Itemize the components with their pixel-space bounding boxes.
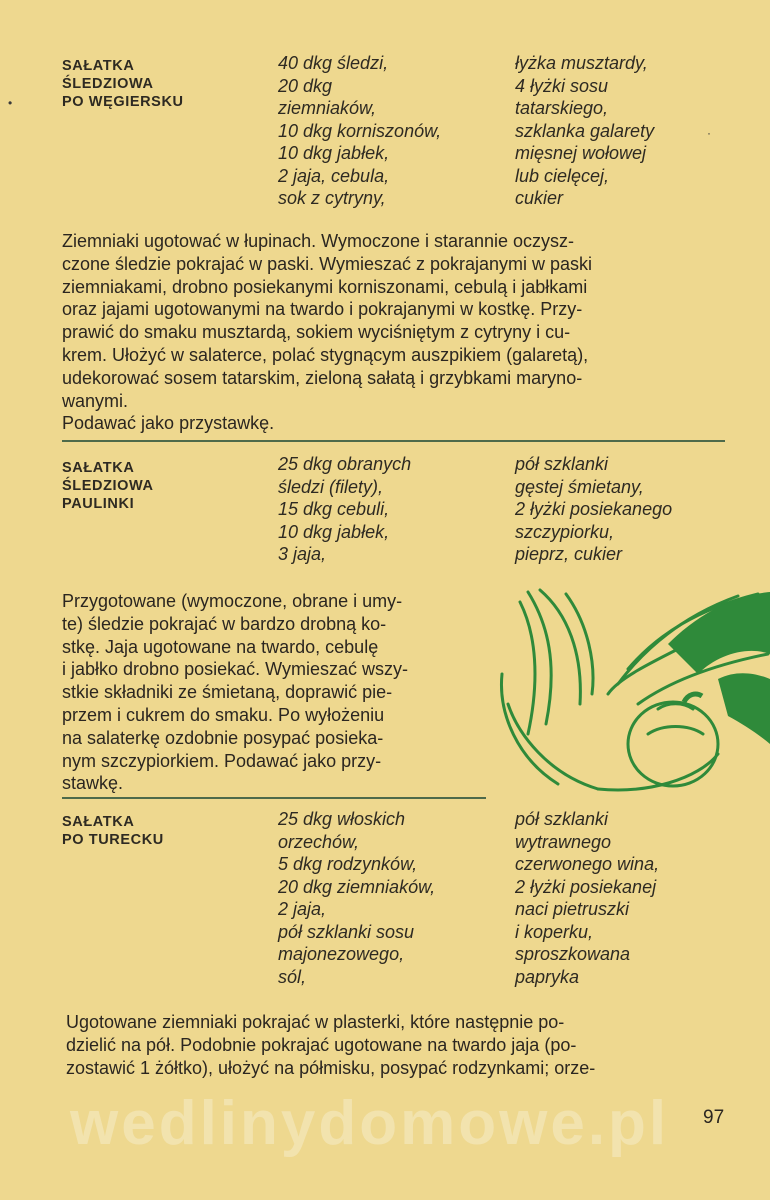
ingredient: pieprz, cukier: [515, 544, 623, 564]
ingredient: pół szklanki: [515, 454, 609, 474]
instruction-line: ziemniakami, drobno posiekanymi korniszonami, cebulą i jabłkami: [62, 276, 588, 297]
instruction-line: Przygotowane (wymoczone, obrane i umy-: [62, 591, 403, 611]
title-line: SAŁATKA: [62, 58, 135, 74]
ingredient: 40 dkg śledzi,: [278, 53, 389, 73]
ingredients-col1-recipe-1: [278, 52, 441, 210]
section-divider: [62, 797, 486, 799]
title-line: PO TURECKU: [62, 832, 164, 848]
instruction-line: stkę. Jaja ugotowane na twardo, cebulę: [62, 636, 379, 657]
ingredient: naci pietruszki: [515, 899, 630, 919]
ingredient: wytrawnego: [515, 831, 612, 852]
watermark: wedlinydomowe.pl: [70, 1089, 670, 1158]
title-line: ŚLEDZIOWA: [62, 76, 154, 92]
ingredient: 10 dkg jabłek,: [278, 143, 390, 163]
ingredient: 2 jaja,: [278, 899, 327, 919]
ingredient: 10 dkg korniszonów,: [278, 120, 442, 141]
instruction-line: Ziemniaki ugotować w łupinach. Wymoczone i starannie oczysz-: [62, 231, 575, 251]
instruction-line: te) śledzie pokrajać w bardzo drobną ko-: [62, 613, 387, 634]
ingredient: cukier: [515, 188, 564, 208]
title-line: SAŁATKA: [62, 814, 135, 830]
instruction-line: dzielić na pół. Podobnie pokrajać ugotowane na twardo jaja (po-: [66, 1034, 577, 1055]
ingredient: 20 dkg: [278, 75, 333, 96]
ingredient: gęstej śmietany,: [515, 476, 644, 497]
instruction-line: stkie składniki ze śmietaną, doprawić pie-: [62, 682, 393, 703]
page-number: 97: [703, 1107, 725, 1128]
instruction-line: nym szczypiorkiem. Podawać jako przy-: [62, 750, 382, 771]
ingredient: 2 jaja, cebula,: [278, 165, 390, 186]
ingredient: szczypiorku,: [515, 521, 615, 542]
ingredient: 2 łyżki posiekanej: [515, 876, 657, 897]
instruction-line: Podawać jako przystawkę.: [62, 413, 275, 434]
instruction-line: udekorować sosem tatarskim, zieloną sałatą i grzybkami maryno-: [62, 367, 583, 388]
ingredient: sól,: [278, 966, 307, 987]
recipe-title-2: [62, 459, 154, 513]
ingredient: tatarskiego,: [515, 98, 609, 118]
instruction-line: wanymi.: [62, 390, 129, 411]
ingredient: orzechów,: [278, 831, 360, 852]
instruction-line: Ugotowane ziemniaki pokrajać w plasterki, które następnie po-: [66, 1012, 565, 1032]
ingredients-col2-recipe-1: [515, 52, 654, 210]
ingredient: 10 dkg jabłek,: [278, 521, 390, 542]
ingredient: 25 dkg włoskich: [278, 809, 406, 829]
ingredient: sok z cytryny,: [278, 188, 386, 208]
ingredients-col1-recipe-2: [278, 453, 411, 566]
title-line: ŚLEDZIOWA: [62, 478, 154, 494]
instruction-line: czone śledzie pokrajać w paski. Wymieszać z pokrajanymi w paski: [62, 253, 593, 274]
instruction-line: zostawić 1 żółtko), ułożyć na półmisku, posypać rodzynkami; orze-: [66, 1057, 596, 1078]
ingredient: mięsnej wołowej: [515, 143, 647, 163]
instruction-line: krem. Ułożyć w salaterce, polać stygnącym auszpikiem (galaretą),: [62, 344, 589, 365]
instruction-line: prawić do smaku musztardą, sokiem wyciśniętym z cytryny i cu-: [62, 322, 571, 343]
speck: •: [8, 96, 13, 110]
ingredient: papryka: [515, 966, 580, 987]
ingredient: majonezowego,: [278, 944, 405, 964]
ingredient: lub cielęcej,: [515, 165, 610, 186]
instruction-line: na salaterkę ozdobnie posypać posieka-: [62, 727, 384, 748]
recipe-title-3: [62, 813, 164, 849]
speck: ·: [707, 126, 711, 140]
ingredient: ziemniaków,: [278, 98, 377, 118]
ingredient: 5 dkg rodzynków,: [278, 854, 418, 874]
ingredient: czerwonego wina,: [515, 854, 660, 874]
title-line: SAŁATKA: [62, 460, 135, 476]
recipe-title-1: [62, 57, 184, 111]
instruction-line: przem i cukrem do smaku. Po wyłożeniu: [62, 704, 385, 725]
ingredient: pół szklanki: [515, 809, 609, 829]
ingredient: 20 dkg ziemniaków,: [278, 876, 436, 897]
vegetable-illustration: [488, 584, 770, 796]
instruction-line: stawkę.: [62, 773, 124, 794]
ingredient: i koperku,: [515, 921, 594, 942]
title-line: PAULINKI: [62, 496, 135, 512]
ingredient: łyżka musztardy,: [515, 53, 648, 73]
ingredient: śledzi (filety),: [278, 476, 384, 497]
ingredient: pół szklanki sosu: [278, 921, 415, 942]
recipe-instructions-3: [66, 1011, 726, 1079]
ingredients-col1-recipe-3: [278, 808, 435, 988]
instruction-line: oraz jajami ugotowanymi na twardo i pokrajanymi w kostkę. Przy-: [62, 299, 583, 320]
ingredient: 25 dkg obranych: [278, 454, 412, 474]
recipe-instructions-2: [62, 590, 487, 795]
recipe-instructions-1: [62, 230, 726, 435]
ingredient: 15 dkg cebuli,: [278, 499, 390, 519]
ingredient: 2 łyżki posiekanego: [515, 499, 673, 519]
ingredient: szklanka galarety: [515, 120, 655, 141]
title-line: PO WĘGIERSKU: [62, 94, 184, 110]
ingredient: sproszkowana: [515, 944, 631, 964]
ingredient: 4 łyżki sosu: [515, 75, 609, 96]
instruction-line: i jabłko drobno posiekać. Wymieszać wszy-: [62, 659, 408, 680]
section-divider: [62, 440, 725, 442]
ingredients-col2-recipe-2: [515, 453, 672, 566]
ingredients-col2-recipe-3: [515, 808, 659, 988]
ingredient: 3 jaja,: [278, 544, 327, 564]
